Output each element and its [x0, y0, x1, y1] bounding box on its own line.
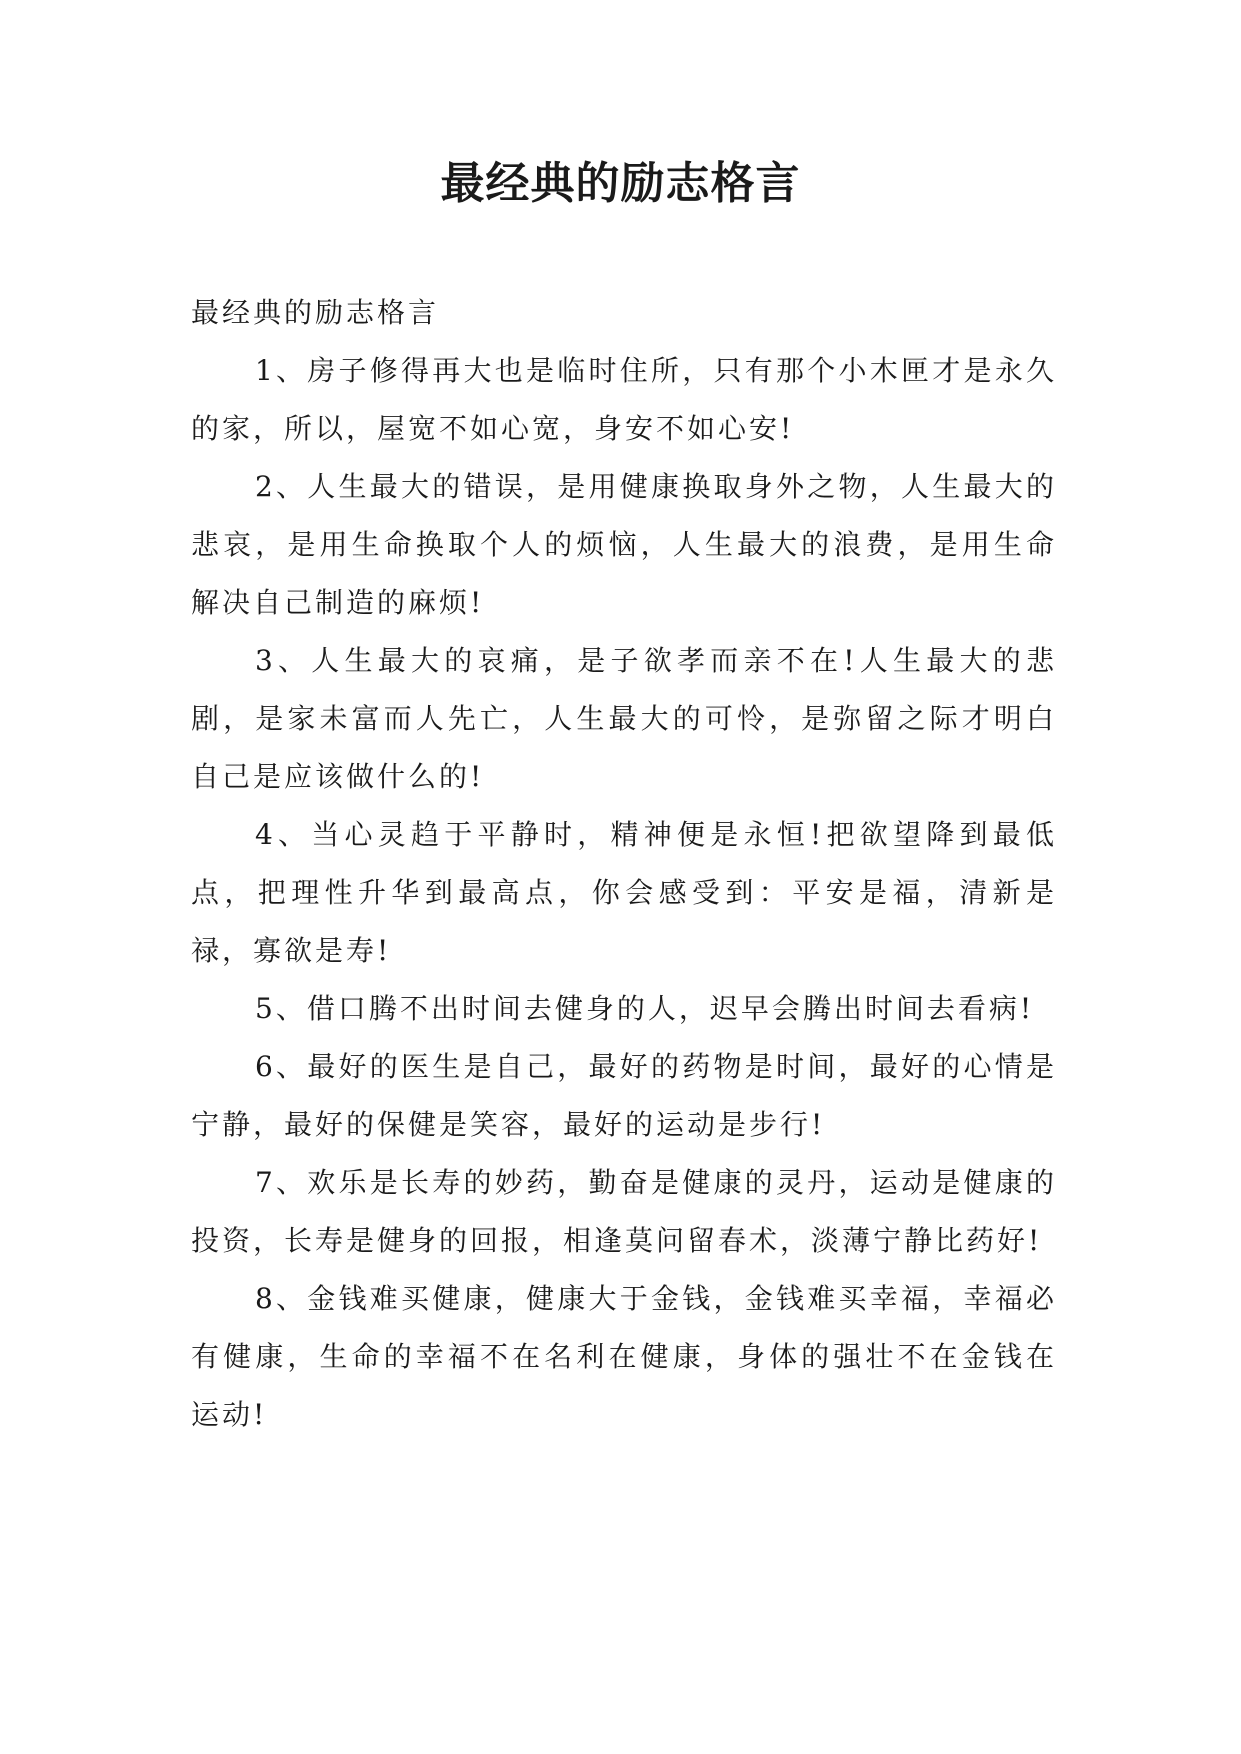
paragraph-1: 1、房子修得再大也是临时住所，只有那个小木匣才是永久的家，所以，屋宽不如心宽，身安不如心安! — [191, 354, 1057, 445]
paragraph-4: 4、当心灵趋于平静时，精神便是永恒!把欲望降到最低点，把理性升华到最高点，你会感受到：平安是福，清新是禄，寡欲是寿! — [191, 818, 1057, 967]
document-title: 最经典的励志格言 — [440, 158, 801, 209]
document-subtitle: 最经典的励志格言 — [191, 296, 440, 329]
document-body — [191, 284, 1057, 1444]
paragraph-2: 2、人生最大的错误，是用健康换取身外之物，人生最大的悲哀，是用生命换取个人的烦恼，人生最大的浪费，是用生命解决自己制造的麻烦! — [191, 470, 1057, 619]
paragraph-6: 6、最好的医生是自己，最好的药物是时间，最好的心情是宁静，最好的保健是笑容，最好的运动是步行! — [191, 1050, 1057, 1141]
paragraph-3: 3、人生最大的哀痛，是子欲孝而亲不在!人生最大的悲剧，是家未富而人先亡，人生最大的可怜，是弥留之际才明白自己是应该做什么的! — [191, 644, 1057, 793]
paragraph-7: 7、欢乐是长寿的妙药，勤奋是健康的灵丹，运动是健康的投资，长寿是健身的回报，相逢莫问留春术，淡薄宁静比药好! — [191, 1166, 1057, 1257]
paragraph-8: 8、金钱难买健康，健康大于金钱，金钱难买幸福，幸福必有健康，生命的幸福不在名利在健康，身体的强壮不在金钱在运动! — [191, 1282, 1057, 1431]
paragraph-5: 5、借口腾不出时间去健身的人，迟早会腾出时间去看病! — [255, 992, 1035, 1025]
